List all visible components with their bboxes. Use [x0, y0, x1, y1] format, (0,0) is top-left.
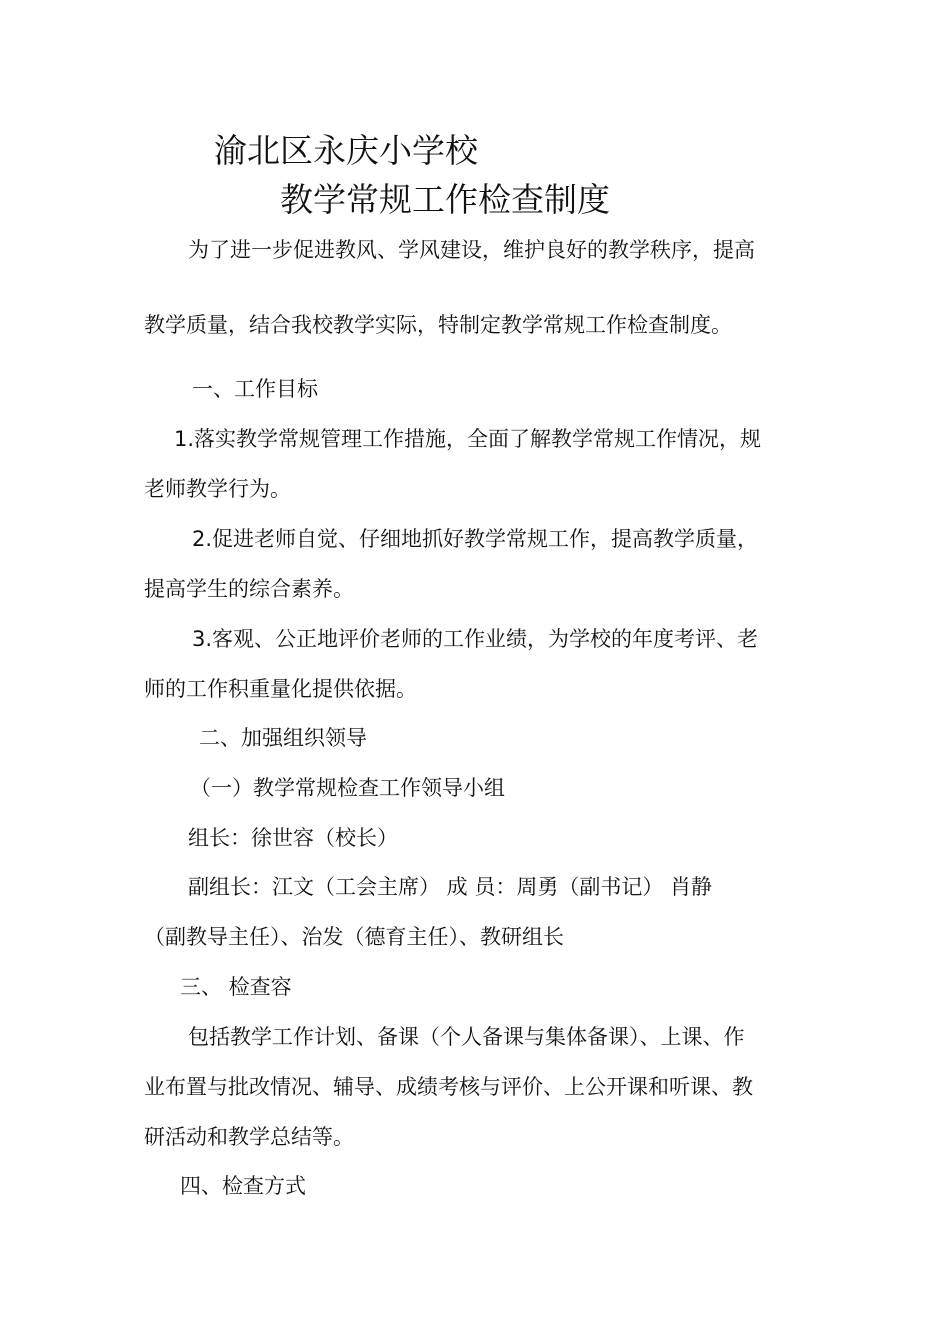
goal-1-line-1: 1.落实教学常规管理工作措施，全面了解教学常规工作情况，规 — [174, 427, 762, 451]
section-1-heading: 一、工作目标 — [192, 377, 318, 401]
group-members-line-2: （副教导主任）、治发（德育主任）、教研组长 — [144, 925, 564, 949]
goal-2-line-2: 提高学生的综合素养。 — [144, 577, 354, 601]
goal-3-line-1: 3.客观、公正地评价老师的工作业绩，为学校的年度考评、老 — [192, 627, 759, 651]
goal-1-line-2: 老师教学行为。 — [144, 477, 291, 501]
group-leader: 组长：徐世容（校长） — [188, 826, 398, 850]
school-name-title: 渝北区永庆小学校 — [214, 131, 478, 170]
section-3-heading: 三、 检查容 — [180, 975, 292, 999]
section-3-body-line-1: 包括教学工作计划、备课（个人备课与集体备课）、上课、作 — [188, 1025, 745, 1049]
section-2-heading: 二、加强组织领导 — [199, 726, 367, 750]
section-3-body-line-2: 业布置与批改情况、辅导、成绩考核与评价、上公开课和听课、教 — [144, 1075, 753, 1099]
intro-line-2: 教学质量，结合我校教学实际，特制定教学常规工作检查制度。 — [144, 313, 732, 337]
intro-line-1: 为了进一步促进教风、学风建设，维护良好的教学秩序，提高 — [188, 238, 755, 262]
document-title: 教学常规工作检查制度 — [280, 180, 610, 219]
goal-2-line-1: 2.促进老师自觉、仔细地抓好教学常规工作，提高教学质量， — [192, 527, 759, 551]
section-3-body-line-3: 研活动和教学总结等。 — [144, 1125, 354, 1149]
group-members-line-1: 副组长：江文（工会主席） 成 员：周勇（副书记） 肖静 — [188, 875, 713, 899]
section-4-heading: 四、检查方式 — [180, 1174, 306, 1198]
goal-3-line-2: 师的工作积重量化提供依据。 — [144, 677, 417, 701]
section-2-subheading: （一）教学常规检查工作领导小组 — [190, 776, 505, 800]
